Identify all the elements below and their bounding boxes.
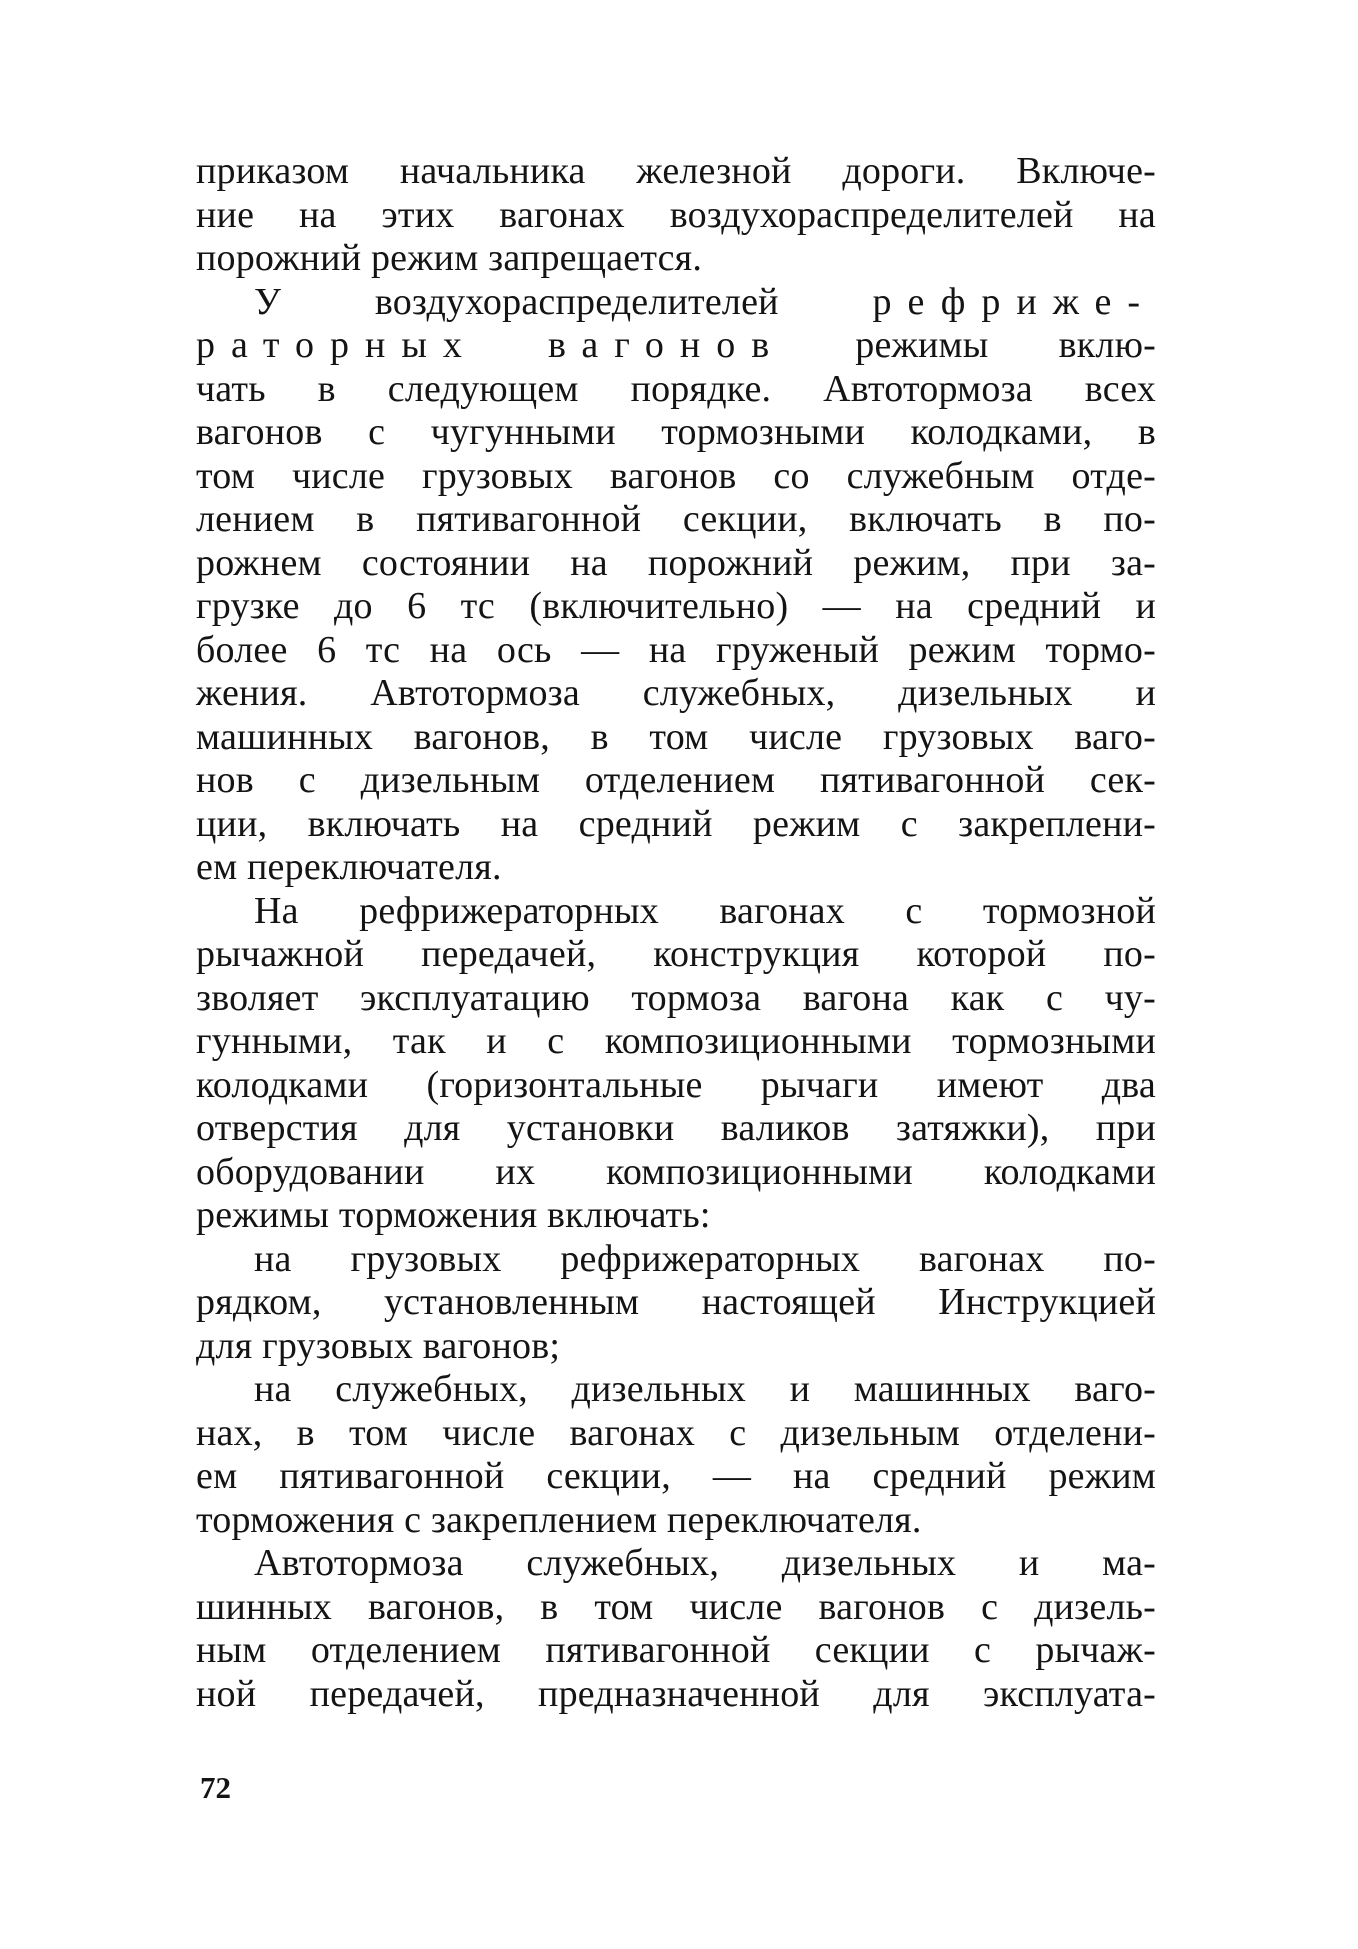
text-line: торможения с закреплением переключателя. bbox=[196, 1498, 922, 1541]
text-line: на служебных, дизельных и машинных ваго- bbox=[254, 1368, 1156, 1410]
text-line: грузке до 6 тс (включительно) — на средний и bbox=[196, 585, 1156, 627]
text-line: отверстия для установки валиков затяжки), при bbox=[196, 1107, 1156, 1149]
text-line: ным отделением пятивагонной секции с рычаж- bbox=[196, 1629, 1156, 1671]
text-line: для грузовых вагонов; bbox=[196, 1324, 561, 1367]
text-line: ции, включать на средний режим с закреплени- bbox=[196, 802, 1156, 845]
text-segment: У воздухораспределителей bbox=[254, 280, 779, 323]
text-line: жения. Автотормоза служебных, дизельных и bbox=[196, 672, 1156, 714]
text-line: гунными, так и с композиционными тормозными bbox=[196, 1020, 1156, 1062]
text-line: том числе грузовых вагонов со служебным отде- bbox=[196, 454, 1156, 497]
document-page bbox=[196, 150, 1156, 1716]
text-segment: режимы вклю- bbox=[855, 324, 1157, 366]
text-line: приказом начальника железной дороги. Включе- bbox=[196, 150, 1156, 192]
spaced-emphasis: рефриже- bbox=[872, 280, 1156, 323]
spaced-emphasis: раторных bbox=[196, 324, 478, 366]
text-line: нах, в том числе вагонах с дизельным отделени- bbox=[196, 1411, 1156, 1454]
text-line bbox=[196, 281, 1156, 325]
text-line: вагонов с чугунными тормозными колодками, в bbox=[196, 411, 1156, 453]
text-line: лением в пятивагонной секции, включать в по- bbox=[196, 498, 1156, 540]
text-line: машинных вагонов, в том числе грузовых ваго- bbox=[196, 715, 1156, 758]
text-line: режимы торможения включать: bbox=[196, 1194, 711, 1236]
text-line: шинных вагонов, в том числе вагонов с дизель- bbox=[196, 1585, 1156, 1628]
text-line: ние на этих вагонах воздухораспределителей на bbox=[196, 193, 1156, 236]
text-line: чать в следующем порядке. Автотормоза всех bbox=[196, 367, 1156, 410]
text-line: ной передачей, предназначенной для эксплуата- bbox=[196, 1672, 1156, 1715]
text-line: ем переключателя. bbox=[196, 846, 502, 888]
text-line: Автотормоза служебных, дизельных и ма- bbox=[254, 1542, 1156, 1584]
text-line: порожний режим запрещается. bbox=[196, 237, 703, 279]
text-line: более 6 тс на ось — на груженый режим тормо- bbox=[196, 628, 1156, 671]
text-line: На рефрижераторных вагонах с тормозной bbox=[254, 889, 1156, 932]
text-line: колодками (горизонтальные рычаги имеют два bbox=[196, 1063, 1156, 1106]
text-line: на грузовых рефрижераторных вагонах по- bbox=[254, 1237, 1156, 1280]
text-line: рычажной передачей, конструкция которой по- bbox=[196, 933, 1156, 975]
spaced-emphasis: вагонов bbox=[547, 324, 786, 366]
text-line: оборудовании их композиционными колодками bbox=[196, 1150, 1156, 1193]
text-line: нов с дизельным отделением пятивагонной сек- bbox=[196, 759, 1156, 801]
text-line: рожнем состоянии на порожний режим, при за- bbox=[196, 541, 1156, 584]
text-line bbox=[196, 324, 1156, 368]
text-line: ем пятивагонной секции, — на средний режим bbox=[196, 1455, 1156, 1497]
page-number: 72 bbox=[200, 1770, 231, 1805]
text-line: зволяет эксплуатацию тормоза вагона как с чу- bbox=[196, 976, 1156, 1019]
text-line: рядком, установленным настоящей Инструкцией bbox=[196, 1281, 1156, 1323]
